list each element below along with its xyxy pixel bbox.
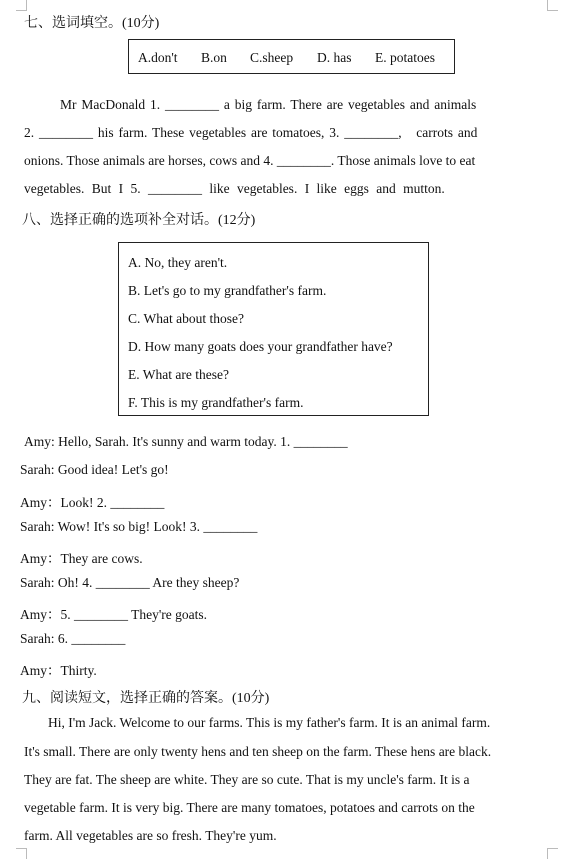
dialogue-line: Amy：Look! 2. ________ [20, 495, 165, 510]
choice-box [118, 242, 429, 416]
dialogue-line: Amy: Hello, Sarah. It's sunny and warm today. 1. ________ [24, 434, 348, 449]
reading-line: They are fat. The sheep are white. They are so cute. That is my uncle's farm. It is a [24, 772, 470, 787]
section9-heading: 九、阅读短文，选择正确的答案。(10分) [22, 691, 270, 706]
reading-line: It's small. There are only twenty hens and ten sheep on the farm. These hens are black. [24, 744, 492, 759]
reading-line: vegetable farm. It is very big. There are many tomatoes, potatoes and carrots on the [24, 800, 475, 815]
choice-option: F. This is my grandfather's farm. [128, 395, 304, 410]
passage-line: vegetables. But I 5. ________ like vegetables. I like eggs and mutton. [24, 181, 445, 196]
dialogue-line: Sarah: Oh! 4. ________ Are they sheep? [20, 575, 240, 590]
word-option: D. has [317, 50, 352, 65]
dialogue-line: Amy：5. ________ They're goats. [20, 607, 208, 622]
word-option: B.on [201, 50, 227, 65]
dialogue-line: Sarah: Wow! It's so big! Look! 3. ________ [20, 519, 258, 534]
reading-line: Hi, I'm Jack. Welcome to our farms. This is my father's farm. It is an animal farm. [48, 715, 491, 730]
word-option: C.sheep [250, 50, 294, 65]
dialogue-line: Sarah: Good idea! Let's go! [20, 462, 169, 477]
section7-heading: 七、选词填空。(10分) [24, 16, 160, 31]
choice-option: C. What about those? [128, 311, 244, 326]
passage-line: onions. Those animals are horses, cows and 4. ________. Those animals love to eat [24, 153, 476, 168]
dialogue-line: Amy：Thirty. [20, 663, 97, 678]
dialogue-line: Sarah: 6. ________ [20, 631, 126, 646]
reading-line: farm. All vegetables are so fresh. They're yum. [24, 828, 277, 843]
passage-line: Mr MacDonald 1. ________ a big farm. There are vegetables and animals [60, 97, 477, 112]
choice-option: A. No, they aren't. [128, 255, 228, 270]
page-corner-mark [16, 848, 27, 859]
choice-option: B. Let's go to my grandfather's farm. [128, 283, 327, 298]
word-option: A.don't [138, 50, 178, 65]
page-corner-mark [547, 0, 558, 11]
section8-heading: 八、选择正确的选项补全对话。(12分) [22, 213, 256, 228]
choice-option: D. How many goats does your grandfather have? [128, 339, 393, 354]
word-bank-box [128, 39, 455, 74]
page-corner-mark [16, 0, 27, 11]
choice-option: E. What are these? [128, 367, 229, 382]
page-corner-mark [547, 848, 558, 859]
dialogue-line: Amy：They are cows. [20, 551, 143, 566]
word-option: E. potatoes [375, 50, 435, 65]
passage-line: 2. ________ his farm. These vegetables are tomatoes, 3. ________, carrots and [24, 125, 478, 140]
